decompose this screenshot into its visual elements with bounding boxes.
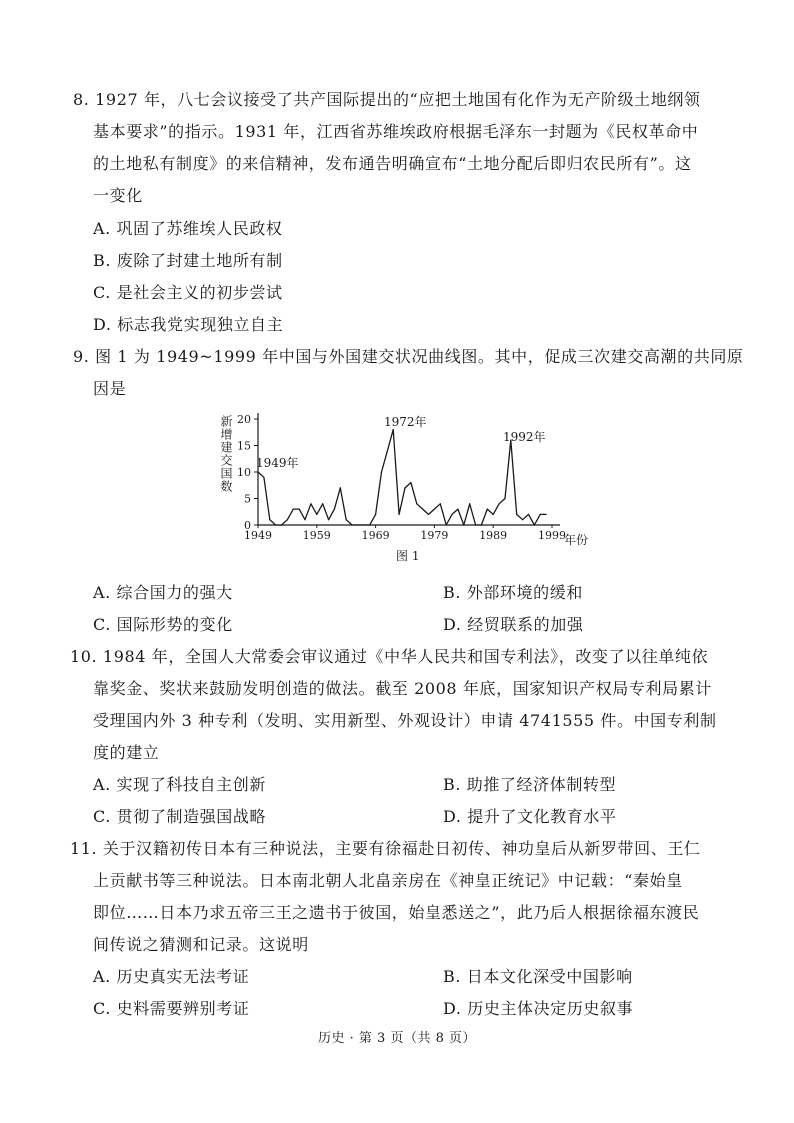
y-tick-label-10: 10 [237, 466, 251, 479]
data-point-1959 [316, 514, 317, 515]
data-point-1979 [434, 509, 435, 510]
question-8-line-1: 8. 1927 年，八七会议接受了共产国际提出的“应把土地国有化作为无产阶级土地纲领 [73, 90, 701, 109]
question-8-line-3: 的土地私有制度》的来信精神，发布通告明确宣布“土地分配后即归农民所有”。这 [93, 154, 692, 173]
x-tick-label-1949: 1949 [244, 529, 272, 542]
page-footer: 历史 · 第 3 页（共 8 页） [318, 1031, 476, 1046]
data-point-1952 [275, 524, 276, 525]
question-9-option-a: A. 综合国力的强大 [93, 583, 233, 602]
question-10-option-d: D. 提升了文化教育水平 [443, 807, 617, 826]
question-8-line-2: 基本要求”的指示。1931 年，江西省苏维埃政府根据毛泽东一封题为《民权革命中 [93, 122, 699, 141]
data-point-1984 [463, 524, 464, 525]
chart-y-ticks [237, 413, 258, 532]
x-tick-label-1999: 1999 [538, 529, 566, 542]
data-point-1995 [528, 514, 529, 515]
data-point-1993 [516, 514, 517, 515]
x-tick-label-1959: 1959 [302, 529, 331, 542]
data-point-1996 [534, 524, 535, 525]
data-point-1955 [293, 509, 294, 510]
data-point-1949 [257, 471, 258, 472]
question-8-option-b: B. 废除了封建土地所有制 [93, 251, 283, 270]
question-8-option-d: D. 标志我党实现独立自主 [93, 315, 284, 334]
data-point-1989 [493, 514, 494, 515]
question-10-line-2: 靠奖金、奖状来鼓励发明创造的做法。截至 2008 年底，国家知识产权局专利局累计 [93, 679, 712, 698]
question-8-line-4: 一变化 [93, 186, 143, 205]
x-tick-label-1969: 1969 [361, 529, 390, 542]
data-point-1985 [469, 503, 470, 504]
data-point-1964 [346, 519, 347, 520]
data-point-1983 [457, 509, 458, 510]
data-point-1950 [263, 477, 264, 478]
data-point-1972 [393, 429, 394, 430]
chart-x-label: 年份 [564, 533, 589, 547]
question-11-line-1: 11. 关于汉籍初传日本有三种说法，主要有徐福赴日初传、神功皇后从新罗带回、王仁 [70, 839, 701, 858]
data-point-1961 [328, 519, 329, 520]
data-point-1981 [446, 524, 447, 525]
y-tick-label-20: 20 [237, 413, 251, 426]
figure-caption: 图 1 [396, 549, 420, 563]
data-point-1958 [310, 503, 311, 504]
question-10-option-b: B. 助推了经济体制转型 [443, 775, 617, 794]
data-point-1967 [363, 524, 364, 525]
question-11-option-c: C. 史料需要辨别考证 [93, 999, 250, 1018]
question-11-line-4: 间传说之猜测和记录。这说明 [93, 935, 309, 954]
question-9-option-d: D. 经贸联系的加强 [443, 615, 584, 634]
question-10-option-a: A. 实现了科技自主创新 [93, 775, 266, 794]
annotation-1949: 1949年 [256, 456, 299, 470]
data-point-1963 [340, 487, 341, 488]
question-11-option-a: A. 历史真实无法考证 [93, 967, 250, 986]
annotation-1972: 1972年 [384, 415, 427, 429]
question-8-option-c: C. 是社会主义的初步尝试 [93, 283, 283, 302]
data-point-1982 [451, 514, 452, 515]
data-point-1971 [387, 450, 388, 451]
chart-x-ticks [244, 525, 566, 542]
data-point-1957 [304, 519, 305, 520]
data-point-1986 [475, 524, 476, 525]
question-11-line-2: 上贡献书等三种说法。日本南北朝人北畠亲房在《神皇正统记》中记载：“秦始皇 [93, 871, 683, 890]
data-point-1977 [422, 509, 423, 510]
data-point-1991 [504, 498, 505, 499]
data-point-1980 [440, 503, 441, 504]
data-point-1956 [299, 509, 300, 510]
data-point-1951 [269, 519, 270, 520]
question-10-option-c: C. 贯彻了制造强国战略 [93, 807, 267, 826]
question-10-line-4: 度的建立 [93, 743, 160, 762]
data-point-1968 [369, 524, 370, 525]
question-9-option-b: B. 外部环境的缓和 [443, 583, 583, 602]
data-point-1962 [334, 509, 335, 510]
x-tick-label-1979: 1979 [420, 529, 449, 542]
data-point-1978 [428, 514, 429, 515]
chart-y-label: 新增建交国数 [219, 415, 233, 493]
data-point-1990 [498, 503, 499, 504]
data-point-1954 [287, 519, 288, 520]
question-10-line-1: 10. 1984 年，全国人大常委会审议通过《中华人民共和国专利法》，改变了以往单纯依 [70, 647, 709, 666]
data-point-1987 [481, 524, 482, 525]
data-point-1988 [487, 509, 488, 510]
question-11-line-3: 即位……日本乃求五帝三王之遗书于彼国，始皇悉送之”，此乃后人根据徐福东渡民 [93, 903, 700, 922]
question-9-line-2: 因是 [93, 379, 127, 398]
data-point-1976 [416, 503, 417, 504]
data-point-1966 [357, 524, 358, 525]
data-point-1970 [381, 471, 382, 472]
question-11-option-d: D. 历史主体决定历史叙事 [443, 999, 634, 1018]
data-point-1994 [522, 519, 523, 520]
data-point-1960 [322, 503, 323, 504]
annotation-1992: 1992年 [503, 430, 546, 444]
x-tick-label-1989: 1989 [479, 529, 508, 542]
data-point-1975 [410, 482, 411, 483]
y-tick-label-5: 5 [244, 492, 251, 506]
y-tick-label-15: 15 [237, 439, 251, 453]
data-point-1973 [399, 514, 400, 515]
question-9-line-1: 9. 图 1 为 1949~1999 年中国与外国建交状况曲线图。其中，促成三次建交高潮的共同原 [73, 347, 744, 366]
question-9-option-c: C. 国际形势的变化 [93, 615, 233, 634]
data-point-1969 [375, 514, 376, 515]
data-point-1974 [404, 487, 405, 488]
figure-1-chart [200, 405, 620, 573]
data-point-1998 [546, 514, 547, 515]
question-8-option-a: A. 巩固了苏维埃人民政权 [93, 219, 283, 238]
y-tick-label-0: 0 [244, 519, 251, 532]
question-11-option-b: B. 日本文化深受中国影响 [443, 967, 633, 986]
data-point-1953 [281, 524, 282, 525]
data-point-1965 [351, 524, 352, 525]
data-point-1997 [540, 514, 541, 515]
question-10-line-3: 受理国内外 3 种专利（发明、实用新型、外观设计）申请 4741555 件。中国专利制 [93, 711, 717, 730]
